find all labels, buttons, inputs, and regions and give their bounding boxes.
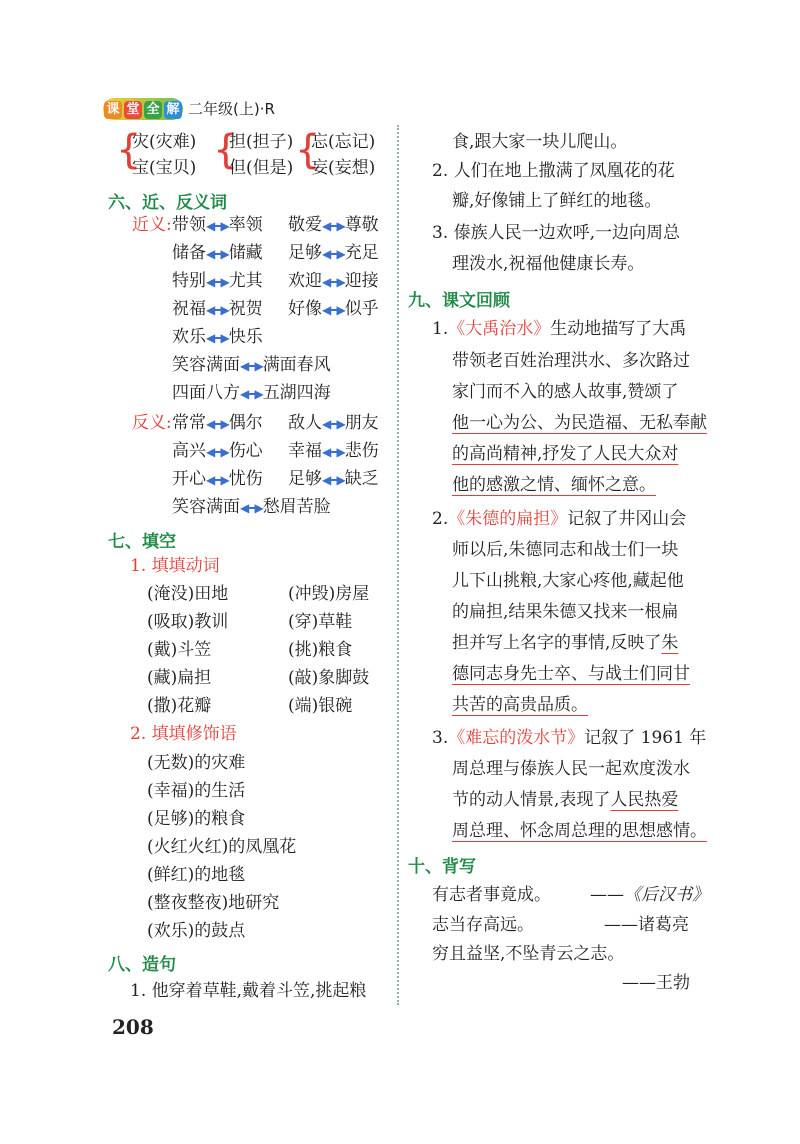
modifier-item: (鲜红)的地毯: [147, 865, 246, 885]
word: 幸福: [288, 441, 322, 461]
double-arrow-icon: ◀━▶: [240, 387, 263, 401]
quote-line: 穷且益坚,不坠青云之志。: [432, 944, 625, 964]
verb-item: (戴)斗笠: [147, 640, 212, 660]
double-arrow-icon: ◀━▶: [322, 417, 345, 431]
word: 似乎: [344, 299, 379, 319]
modifier-item: (整夜整夜)地研究: [147, 893, 280, 913]
word: 带领: [172, 215, 206, 235]
quote-line: 有志者事竟成。: [432, 885, 551, 905]
sentence-line: 2. 人们在地上撒满了凤凰花的花: [432, 161, 675, 181]
word: 偶尔: [228, 413, 263, 433]
word-pair-row: [172, 326, 263, 349]
brace-icon: {: [116, 127, 142, 173]
word: 悲伤: [344, 441, 379, 461]
modifier-item: (无数)的灾难: [147, 753, 246, 773]
word: 四面八方: [172, 383, 240, 403]
sentence-line: 理泼水,祝福他健康长寿。: [452, 254, 645, 274]
double-arrow-icon: ◀━▶: [322, 247, 345, 261]
review-line: 共苦的高贵品质。: [452, 695, 588, 715]
book-series-logo: [103, 98, 183, 120]
word: 快乐: [228, 327, 263, 347]
word: 忧伤: [228, 469, 263, 489]
char-group-b: 妄(妄想): [311, 158, 376, 178]
modifier-item: (火红火红)的凤凰花: [147, 837, 297, 857]
word-pair-row: [288, 214, 379, 237]
text: 记叙了 1961 年: [584, 728, 707, 748]
word: 五湖四海: [262, 383, 331, 403]
word-pair-row: [172, 354, 331, 377]
word-pair-row: [172, 270, 263, 293]
quote-source: ——《后汉书》: [590, 885, 709, 905]
verb-item: (挑)粮食: [288, 640, 353, 660]
review-line: 他的感激之情、缅怀之意。: [452, 475, 656, 495]
word-pair-row: [172, 412, 263, 435]
word-pair-row: [288, 298, 379, 321]
review-line: [432, 727, 706, 749]
word: 欢乐: [172, 327, 206, 347]
word-pair-row: [288, 412, 379, 435]
word-pair-row: [288, 468, 379, 491]
double-arrow-icon: ◀━▶: [206, 303, 229, 317]
word-pair-row: [172, 468, 263, 491]
verb-item: (敲)象脚鼓: [288, 668, 370, 688]
word: 足够: [288, 469, 322, 489]
page-number: 208: [112, 1015, 154, 1039]
review-line: [452, 789, 678, 811]
text: 记叙了井冈山会: [567, 509, 687, 529]
word: 特别: [172, 271, 206, 291]
verb-item: (撒)花瓣: [147, 696, 212, 716]
logo-char: 全: [144, 101, 162, 119]
double-arrow-icon: ◀━▶: [322, 473, 345, 487]
section-heading: 七、填空: [108, 532, 176, 552]
verb-item: (吸取)教训: [147, 612, 229, 632]
word: 缺乏: [344, 469, 379, 489]
text: 节的动人情景,表现了: [452, 790, 611, 810]
review-line: [432, 508, 686, 530]
word: 朋友: [344, 413, 379, 433]
review-line: [452, 632, 678, 654]
char-group-b: 宝(宝贝): [132, 158, 197, 178]
char-group-a: 担(担子): [229, 132, 294, 152]
synonym-label: 近义:: [132, 215, 172, 235]
text: 的高尚精神,抒发了: [452, 444, 594, 464]
word: 储藏: [228, 243, 263, 263]
char-group-a: 忘(忘记): [311, 132, 376, 152]
double-arrow-icon: ◀━▶: [322, 303, 345, 317]
sentence-line: 食,跟大家一块儿爬山。: [452, 132, 628, 152]
word: 愁眉苦脸: [262, 497, 331, 517]
double-arrow-icon: ◀━▶: [206, 417, 229, 431]
logo-char: 解: [164, 101, 182, 119]
subsection-title: 1. 填填动词: [130, 556, 220, 576]
word-pair-row: [172, 298, 263, 321]
text: 朱: [661, 633, 679, 653]
word: 储备: [172, 243, 206, 263]
review-line: 儿下山挑粮,大家心疼他,藏起他: [452, 571, 684, 591]
logo-char: 堂: [124, 101, 142, 119]
word: 笑容满面: [172, 497, 240, 517]
word-pair-row: [172, 440, 263, 463]
section-heading: 八、造句: [108, 955, 176, 975]
text: 生动地描写了大禹: [550, 319, 687, 339]
word: 满面春风: [262, 355, 331, 375]
logo-char: 课: [104, 101, 122, 119]
double-arrow-icon: ◀━▶: [206, 473, 229, 487]
review-line: 家门而不入的感人故事,赞颂了: [452, 382, 679, 402]
word: 伤心: [228, 441, 263, 461]
double-arrow-icon: ◀━▶: [322, 275, 345, 289]
word: 开心: [172, 469, 206, 489]
verb-item: (冲毁)房屋: [288, 584, 370, 604]
antonym-label: 反义:: [132, 413, 172, 433]
column-divider: [397, 125, 399, 1005]
text-title: 《大禹治水》: [448, 319, 551, 339]
double-arrow-icon: ◀━▶: [206, 247, 229, 261]
word-pair-row: [172, 214, 263, 237]
double-arrow-icon: ◀━▶: [206, 275, 229, 289]
word: 祝贺: [228, 299, 263, 319]
double-arrow-icon: ◀━▶: [240, 359, 263, 373]
review-line: 周总理与傣族人民一起欢度泼水: [452, 759, 690, 779]
char-group-b: 但(但是): [229, 158, 294, 178]
word-pair-row: [288, 440, 379, 463]
word: 常常: [172, 413, 206, 433]
modifier-item: (足够)的粮食: [147, 809, 246, 829]
word-pair-row: [288, 270, 379, 293]
double-arrow-icon: ◀━▶: [206, 445, 229, 459]
verb-item: (藏)扁担: [147, 668, 212, 688]
item-number: 2.: [432, 509, 449, 529]
quote-line: 志当存高远。: [432, 915, 534, 935]
review-line: 的扁担,结果朱德又找来一根扁: [452, 602, 679, 622]
text: 担并写上名字的事情,反映了: [452, 633, 662, 653]
brace-icon: {: [213, 127, 239, 173]
word-pair-row: [288, 242, 379, 265]
double-arrow-icon: ◀━▶: [206, 331, 229, 345]
review-line: 周总理、怀念周总理的思想感情。: [452, 821, 707, 841]
word: 足够: [288, 243, 322, 263]
double-arrow-icon: ◀━▶: [322, 445, 345, 459]
word: 高兴: [172, 441, 206, 461]
double-arrow-icon: ◀━▶: [322, 219, 345, 233]
verb-item: (穿)草鞋: [288, 612, 353, 632]
word: 敬爱: [288, 215, 322, 235]
item-number: 3.: [432, 728, 449, 748]
section-heading: 九、课文回顾: [408, 291, 510, 311]
text: 人民热爱: [610, 790, 679, 810]
word: 迎接: [344, 271, 379, 291]
sentence-line: 3. 傣族人民一边欢呼,一边向周总: [432, 223, 681, 243]
item-number: 1.: [432, 319, 449, 339]
section-heading: 六、近、反义词: [108, 193, 227, 213]
double-arrow-icon: ◀━▶: [240, 501, 263, 515]
subsection-title: 2. 填填修饰语: [130, 724, 237, 744]
word-pair-row: [172, 496, 331, 519]
word: 率领: [228, 215, 263, 235]
word-pair-row: [172, 382, 331, 405]
quote-source: ——王勃: [622, 973, 690, 993]
double-arrow-icon: ◀━▶: [206, 219, 229, 233]
brace-icon: {: [295, 127, 321, 173]
text-title: 《难忘的泼水节》: [448, 728, 585, 748]
review-line: [452, 443, 678, 465]
section-heading: 十、背写: [408, 857, 476, 877]
word: 尊敬: [344, 215, 379, 235]
modifier-item: (欢乐)的鼓点: [147, 921, 246, 941]
word: 欢迎: [288, 271, 322, 291]
text-title: 《朱德的扁担》: [448, 509, 568, 529]
word: 充足: [344, 243, 379, 263]
text: 人民大众对: [593, 444, 679, 464]
word-pair-row: [172, 242, 263, 265]
char-group-a: 灾(灾难): [132, 132, 197, 152]
review-line: [432, 318, 686, 340]
sentence-line: 1. 他穿着草鞋,戴着斗笠,挑起粮: [130, 981, 367, 1001]
review-line: 师以后,朱德同志和战士们一块: [452, 540, 679, 560]
word: 笑容满面: [172, 355, 240, 375]
word: 敌人: [288, 413, 322, 433]
word: 祝福: [172, 299, 206, 319]
grade-label: 二年级(上)·R: [188, 100, 275, 118]
quote-source: ——诸葛亮: [604, 915, 689, 935]
review-line: 他一心为公、为民造福、无私奉献: [452, 413, 707, 433]
word: 好像: [288, 299, 322, 319]
sentence-line: 瓣,好像铺上了鲜红的地毯。: [452, 191, 662, 211]
verb-item: (端)银碗: [288, 696, 353, 716]
modifier-item: (幸福)的生活: [147, 781, 246, 801]
verb-item: (淹没)田地: [147, 584, 229, 604]
word: 尤其: [228, 271, 263, 291]
review-line: 带领老百姓治理洪水、多次路过: [452, 351, 690, 371]
review-line: 德同志身先士卒、与战士们同甘: [452, 664, 690, 684]
